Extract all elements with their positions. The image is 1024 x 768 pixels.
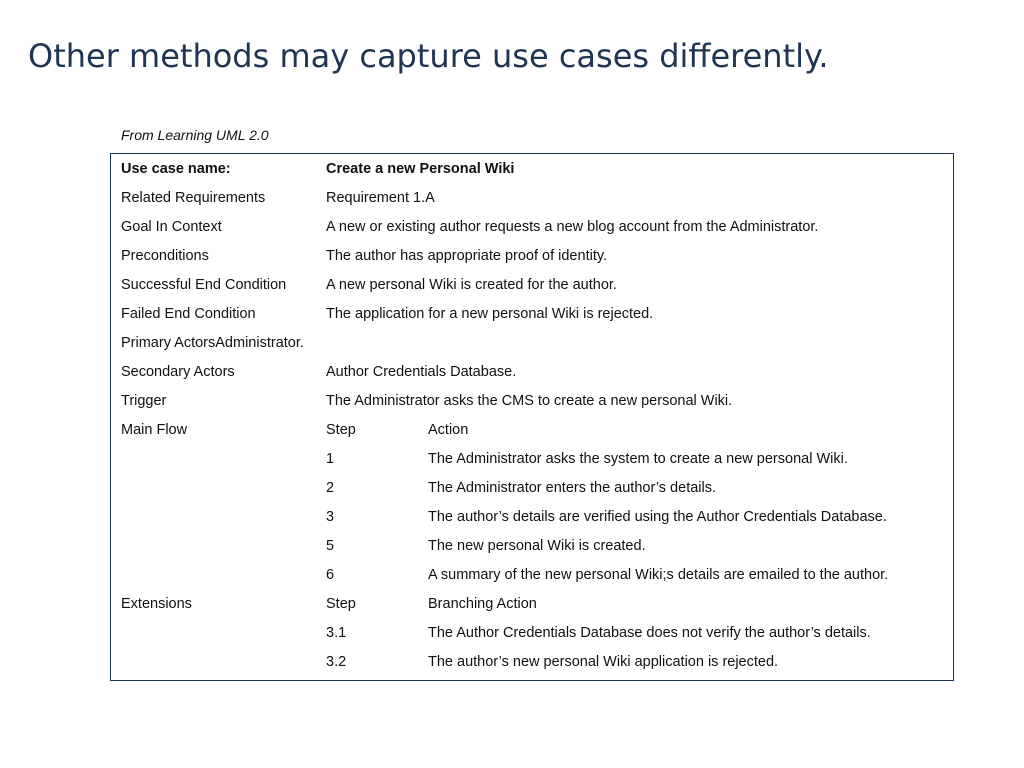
extensions-label: Extensions [121, 596, 192, 612]
field-label: Secondary Actors [121, 364, 235, 380]
use-case-table [110, 153, 954, 681]
step-action: The Author Credentials Database does not verify the author’s details. [428, 625, 871, 641]
field-row [111, 271, 953, 300]
step-number: 6 [326, 567, 335, 583]
main-flow-label: Main Flow [121, 422, 188, 438]
source-caption: From Learning UML 2.0 [121, 127, 269, 143]
field-row [111, 387, 953, 416]
field-value: Author Credentials Database. [326, 364, 517, 380]
field-label: Preconditions [121, 248, 209, 264]
main-flow-step-row [111, 532, 953, 561]
extensions-header-row [111, 590, 953, 619]
main-flow-step-row [111, 503, 953, 532]
field-row [111, 242, 953, 271]
extension-step-row [111, 619, 953, 648]
step-number: 2 [326, 480, 335, 496]
step-action: A summary of the new personal Wiki;s details are emailed to the author. [428, 567, 889, 583]
use-case-name-row [111, 155, 953, 184]
field-value: The Administrator asks the CMS to create a new personal Wiki. [326, 393, 733, 409]
step-action: The Administrator enters the author’s details. [428, 480, 717, 496]
field-label: Related Requirements [121, 190, 266, 206]
main-flow-step-row [111, 474, 953, 503]
step-number: 3 [326, 509, 335, 525]
field-value: The application for a new personal Wiki is rejected. [326, 306, 654, 322]
field-value: The author has appropriate proof of identity. [326, 248, 608, 264]
field-row [111, 329, 953, 358]
step-number: 3.1 [326, 625, 347, 641]
branching-action-column-header: Branching Action [428, 596, 537, 612]
main-flow-step-row [111, 561, 953, 590]
field-label: Primary ActorsAdministrator. [121, 335, 304, 351]
field-label: Successful End Condition [121, 277, 287, 293]
field-row [111, 184, 953, 213]
step-action: The author’s new personal Wiki application is rejected. [428, 654, 779, 670]
step-action: The Administrator asks the system to create a new personal Wiki. [428, 451, 848, 467]
extension-step-row [111, 648, 953, 677]
step-number: 1 [326, 451, 335, 467]
field-row [111, 358, 953, 387]
step-number: 3.2 [326, 654, 347, 670]
field-value: Requirement 1.A [326, 190, 435, 206]
slide-title: Other methods may capture use cases differently. [28, 37, 829, 75]
field-value: A new or existing author requests a new blog account from the Administrator. [326, 219, 819, 235]
step-action: The new personal Wiki is created. [428, 538, 646, 554]
step-action: The author’s details are verified using the Author Credentials Database. [428, 509, 887, 525]
step-column-header: Step [326, 422, 356, 438]
use-case-name-label: Use case name: [121, 161, 231, 177]
field-row [111, 213, 953, 242]
field-row [111, 300, 953, 329]
field-label: Failed End Condition [121, 306, 256, 322]
field-label: Trigger [121, 393, 167, 409]
step-number: 5 [326, 538, 335, 554]
field-value: A new personal Wiki is created for the author. [326, 277, 617, 293]
use-case-name-value: Create a new Personal Wiki [326, 161, 515, 177]
action-column-header: Action [428, 422, 469, 438]
main-flow-step-row [111, 445, 953, 474]
field-label: Goal In Context [121, 219, 222, 235]
main-flow-header-row [111, 416, 953, 445]
step-column-header: Step [326, 596, 356, 612]
